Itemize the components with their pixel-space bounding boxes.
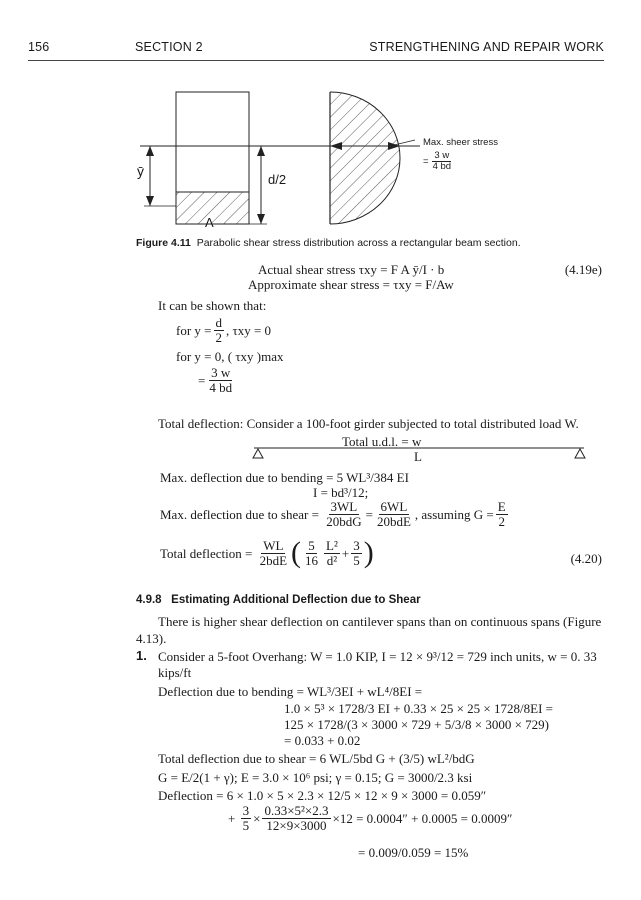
bending-deflection: Max. deflection due to bending = 5 WL³/384 EI: [160, 470, 409, 485]
equals-sign: =: [423, 156, 429, 167]
moment-of-inertia: I = bd³/12;: [313, 485, 369, 500]
shear-total-formula: Total deflection due to shear = 6 WL/5bd G + (3/5) wL²/bdG: [158, 751, 475, 766]
shear-f2-num: 6WL: [380, 499, 408, 514]
d-half-label: d/2: [268, 172, 287, 187]
cond1-post: , τxy = 0: [226, 323, 272, 338]
shear-label: Max. deflection due to shear =: [160, 507, 319, 522]
g-line: G = E/2(1 + γ); E = 3.0 × 10⁶ psi; γ = 0.15; G = 3000/2.3 ksi: [158, 770, 473, 785]
shear-f1-den: 20bdG: [326, 514, 362, 529]
eq-number-420: (4.20): [570, 551, 602, 566]
last-f2-num: 0.33×5²×2.3: [264, 803, 329, 818]
total-in3-num: 3: [353, 537, 360, 553]
right-support: [575, 449, 585, 458]
last-calc: [228, 804, 512, 833]
condition-2: for y = 0, ( τxy )max: [176, 349, 284, 364]
shear-deflection: [160, 500, 510, 529]
left-support: [253, 449, 263, 458]
eq-number-419e: (4.19e): [564, 262, 602, 277]
page-number: 156: [28, 40, 50, 54]
shear-equals: =: [365, 507, 373, 522]
shear-f1-num: 3WL: [330, 499, 358, 514]
section-number: 4.9.8: [136, 594, 162, 606]
cond1-num: d: [215, 315, 222, 330]
ratio-line: = 0.009/0.059 = 15%: [358, 845, 469, 860]
beam-span-label: L: [414, 449, 422, 464]
eq-approx-shear: Approximate shear stress = τxy = F/Aw: [248, 277, 454, 292]
bending-calc-1: Deflection due to bending = WL³/3EI + wL⁴/8EI =: [158, 684, 423, 699]
caption-number: Figure 4.11: [136, 237, 191, 249]
cond3-den: 4 bd: [209, 380, 233, 395]
item-number: 1.: [136, 648, 147, 663]
frac-denominator: 4 bd: [432, 161, 452, 172]
paragraph-shear-cantilever: There is higher shear deflection on cantilever spans than on continuous spans (Figure 4.13).: [136, 614, 602, 646]
shear-assumption: , assuming G =: [414, 507, 494, 522]
total-label: Total deflection =: [160, 545, 253, 561]
total-plus: +: [341, 545, 350, 561]
section-label: SECTION 2: [135, 40, 203, 54]
max-shear-label: Max. sheer stress: [423, 137, 498, 148]
cond3-num: 3 w: [211, 365, 231, 380]
deflection-line: Deflection = 6 × 1.0 × 5 × 2.3 × 12/5 × 12 × 9 × 3000 = 0.059″: [158, 788, 487, 803]
total-in2-num: L²: [326, 537, 338, 553]
section-title: Estimating Additional Deflection due to Shear: [171, 594, 421, 606]
last-times: ×: [253, 811, 261, 826]
shear-f3-den: 2: [498, 514, 505, 529]
last-rest: ×12 = 0.0004″ + 0.0005 = 0.0009″: [332, 811, 513, 826]
bending-calc-3: 125 × 1728/(3 × 3000 × 729 + 5/3/8 × 3000 × 729): [284, 717, 549, 732]
bending-calc-4: = 0.033 + 0.02: [284, 733, 361, 748]
last-plus: +: [228, 811, 236, 826]
condition-3: [198, 366, 236, 395]
last-f2-den: 12×9×3000: [266, 818, 327, 833]
total-in1-den: 16: [305, 552, 319, 568]
eq-actual-shear: Actual shear stress τxy = F A ȳ/I · b: [258, 262, 445, 277]
last-f1-num: 3: [242, 803, 250, 818]
condition-1: [176, 316, 271, 345]
shear-f3-num: E: [497, 499, 506, 514]
figure-caption: [136, 237, 521, 249]
chapter-title: STRENGTHENING AND REPAIR WORK: [369, 40, 604, 54]
caption-text: Parabolic shear stress distribution across a rectangular beam section.: [196, 237, 521, 249]
cond3-pre: =: [198, 373, 206, 388]
cond1-den: 2: [215, 330, 222, 345]
item-line-1: Consider a 5-foot Overhang: W = 1.0 KIP, I = 12 × 9³/12 = 729 inch units, w = 0. 33: [158, 649, 597, 664]
total-in2-den: d²: [326, 552, 338, 568]
total-in1-num: 5: [308, 537, 315, 553]
total-f-num: WL: [263, 537, 284, 553]
last-f1-den: 5: [242, 818, 250, 833]
max-shear-formula: [423, 151, 455, 172]
section-heading: [136, 594, 421, 606]
frac-numerator: 3 w: [434, 150, 450, 161]
beam-load-label: Total u.d.l. = w: [342, 434, 422, 449]
total-in3-den: 5: [353, 552, 360, 568]
header-rule: [28, 60, 604, 61]
intro-text: It can be shown that:: [158, 298, 267, 313]
ybar-label: ȳ: [137, 163, 144, 179]
area-label: A: [205, 215, 214, 230]
total-f-den: 2bdE: [259, 552, 288, 568]
bending-calc-2: 1.0 × 5³ × 1728/3 EI + 0.33 × 25 × 25 × 1728/8EI =: [284, 701, 553, 716]
shear-f2-den: 20bdE: [376, 514, 411, 529]
shear-stress-figure: [130, 88, 530, 233]
total-deflection-intro: Total deflection: Consider a 100-foot girder subjected to total distributed load W.: [158, 416, 579, 431]
total-deflection-eq: Total deflection = $\frac{WL}{\text{2bdE}}$ ( $\frac{5}{16}$ $\frac{\text{L²}}{\text{d²}}$ + $\frac{3}{5}$ ): [160, 536, 374, 569]
item-line-1b: kips/ft: [158, 665, 192, 680]
cond1-pre: for y =: [176, 323, 212, 338]
stress-distribution-hatch: [330, 88, 410, 228]
